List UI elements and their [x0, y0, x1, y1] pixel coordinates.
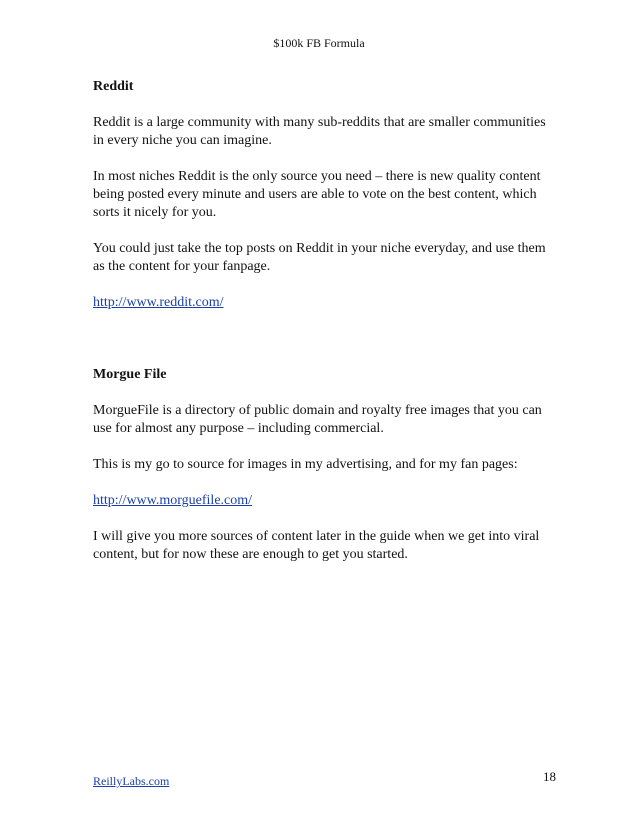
section-spacer: [93, 330, 553, 366]
section-heading-reddit: Reddit: [93, 79, 134, 94]
page-number: 18: [543, 769, 556, 784]
paragraph: This is my go to source for images in my advertising, and for my fan pages:: [93, 457, 518, 472]
section-heading-morgue-file: Morgue File: [93, 367, 167, 382]
reddit-link[interactable]: http://www.reddit.com/: [93, 295, 224, 310]
paragraph: Reddit is a large community with many sub-reddits that are smaller communities in every niche you can imagine.: [93, 115, 546, 148]
morguefile-link[interactable]: http://www.morguefile.com/: [93, 493, 253, 508]
running-header: $100k FB Formula: [273, 36, 365, 50]
paragraph: You could just take the top posts on Reddit in your niche everyday, and use them as the content for your fanpage.: [93, 241, 546, 274]
paragraph: MorgueFile is a directory of public domain and royalty free images that you can use for almost any purpose – including commercial.: [93, 403, 542, 436]
footer-site-link[interactable]: ReillyLabs.com: [93, 774, 170, 788]
paragraph: I will give you more sources of content later in the guide when we get into viral content, but for now these are enough to get you started.: [93, 529, 540, 562]
paragraph: In most niches Reddit is the only source you need – there is new quality content being posted every minute and users are able to vote on the best content, which sorts it nicely for you.: [93, 169, 541, 220]
page-content: [93, 78, 553, 582]
